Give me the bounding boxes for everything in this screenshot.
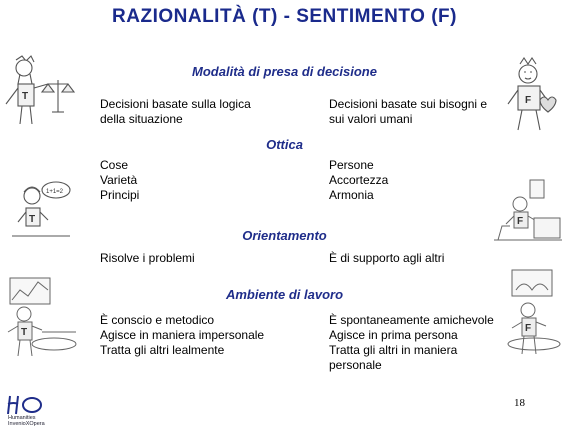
text-line: Tratta gli altri lealmente bbox=[100, 343, 225, 357]
thinker-workplace-illustration bbox=[2, 272, 80, 360]
text-line: Accortezza bbox=[329, 173, 389, 187]
text-line: Persone bbox=[329, 158, 374, 172]
thinking-ottica-text bbox=[100, 158, 139, 203]
humanities-logo bbox=[4, 392, 74, 426]
letter-f: F bbox=[525, 95, 532, 106]
letter-t: T bbox=[29, 214, 36, 225]
logo-line-1: Humanities bbox=[8, 415, 36, 421]
text-line: È spontaneamente amichevole bbox=[329, 313, 494, 327]
text-line: Varietà bbox=[100, 173, 138, 187]
logo-line-2: InvenioXOpera bbox=[8, 421, 45, 426]
section-heading-orientamento: Orientamento bbox=[242, 228, 327, 243]
feeler-heart-illustration bbox=[496, 56, 566, 134]
letter-t: T bbox=[22, 91, 29, 102]
feeling-ottica-text bbox=[329, 158, 388, 203]
text-line: sui valori umani bbox=[329, 112, 413, 126]
section-heading-ambiente: Ambiente di lavoro bbox=[225, 287, 344, 302]
text-line: Principi bbox=[100, 188, 140, 202]
text-line: Decisioni basate sui bisogni e bbox=[329, 97, 488, 111]
feeling-orientamento-text bbox=[329, 251, 444, 266]
slide-title: RAZIONALITÀ (T) - SENTIMENTO (F) bbox=[112, 6, 457, 27]
thinking-orientamento-text bbox=[100, 251, 195, 266]
letter-f: F bbox=[517, 216, 524, 227]
thinking-ambiente-text bbox=[100, 313, 264, 358]
text-line: Tratta gli altri in maniera bbox=[329, 343, 458, 357]
logo-mark: HO bbox=[6, 418, 8, 419]
feeling-decision-text bbox=[329, 97, 487, 127]
feeling-ambiente-text bbox=[329, 313, 494, 373]
text-line: Cose bbox=[100, 158, 129, 172]
letter-t: T bbox=[21, 327, 28, 338]
feeler-caring-illustration bbox=[490, 178, 566, 250]
text-line: personale bbox=[329, 358, 382, 372]
text-line: Armonia bbox=[329, 188, 374, 202]
text-line: della situazione bbox=[100, 112, 183, 126]
thinking-decision-text bbox=[100, 97, 251, 127]
text-line: Risolve i problemi bbox=[100, 251, 195, 265]
letter-f: F bbox=[525, 323, 532, 334]
thinker-with-scale-illustration bbox=[2, 52, 78, 128]
text-line: Agisce in prima persona bbox=[329, 328, 458, 342]
thinker-math-illustration bbox=[10, 178, 80, 242]
text-line: Agisce in maniera impersonale bbox=[100, 328, 265, 342]
text-line: È di supporto agli altri bbox=[329, 251, 445, 265]
math-bubble-text: 1+1=2 bbox=[46, 189, 64, 195]
text-line: Decisioni basate sulla logica bbox=[100, 97, 251, 111]
feeler-workplace-illustration bbox=[494, 266, 568, 360]
page-number: 18 bbox=[514, 397, 525, 409]
section-heading-ottica: Ottica bbox=[266, 137, 303, 152]
section-heading-decision: Modalità di presa di decisione bbox=[192, 64, 377, 79]
text-line: È conscio e metodico bbox=[100, 313, 215, 327]
